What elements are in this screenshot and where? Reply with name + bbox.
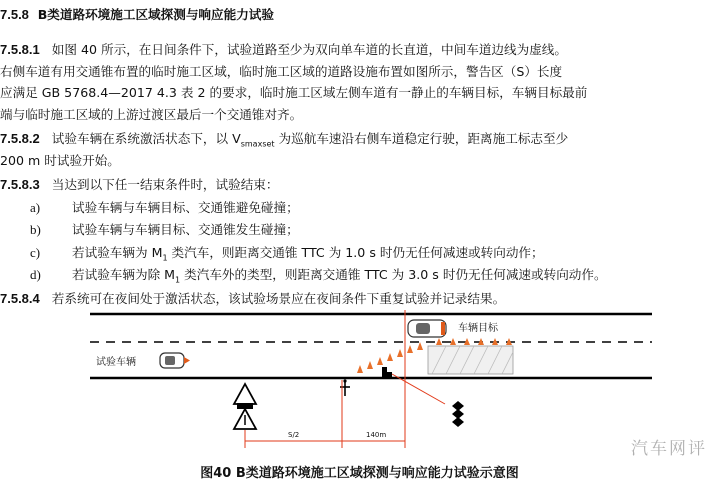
clause-2-line-1 — [0, 130, 568, 153]
figure-caption: 图40 B类道路环境施工区域探测与响应能力试验示意图 — [200, 466, 519, 481]
list-item — [30, 221, 299, 238]
target-vehicle-label: 车辆目标 — [458, 323, 498, 334]
clause-text: 如图 40 所示，在日间条件下，试验道路至少为双向单车道的长直道，中间车道边线为虚线。 — [51, 42, 567, 57]
item-label: a) — [30, 200, 41, 215]
item-text: 试验车辆与车辆目标、交通锥避免碰撞； — [72, 200, 299, 215]
section-heading — [0, 6, 274, 23]
clause-text: 若系统可在夜间处于激活状态，该试验场景应在夜间条件下重复试验并记录结果。 — [51, 291, 506, 306]
clause-1-line-2: 右侧车道有用交通锥布置的临时施工区域，临时施工区域的道路设施布置如图所示，警告区（S）长度 — [0, 64, 563, 79]
list-item — [30, 266, 607, 289]
clause-number: 7.5.8.2 — [0, 131, 40, 146]
chevron-arrow-icon — [452, 401, 464, 427]
dim-label-140: 140m — [366, 431, 387, 439]
list-item — [30, 199, 299, 216]
clause-3-line-1 — [0, 176, 278, 193]
test-vehicle-label: 试验车辆 — [96, 357, 136, 368]
clause-text: 当达到以下任一结束条件时，试验结束： — [51, 177, 279, 192]
clause-number: 7.5.8.3 — [0, 177, 40, 192]
section-number: 7.5.8 — [0, 7, 29, 22]
test-vehicle — [160, 353, 190, 368]
clause-number: 7.5.8.1 — [0, 42, 40, 57]
dim-label-s: S/2 — [288, 431, 300, 439]
item-text: 若试验车辆为 M — [72, 245, 163, 260]
item-label: d) — [30, 267, 41, 282]
item-subscript: 1 — [162, 253, 168, 263]
watermark: 汽车网评 — [631, 439, 707, 459]
clause-1-line-3: 应满足 GB 5768.4—2017 4.3 表 2 的要求，临时施工区域左侧车道有一静止的车辆目标，车辆目标最前 — [0, 85, 588, 100]
item-label: b) — [30, 222, 41, 237]
clause-4-line-1 — [0, 290, 505, 307]
clause-text: 为巡航车速沿右侧车道稳定行驶，距离施工标志至少 — [274, 131, 569, 146]
construction-warning-sign-icon — [234, 384, 256, 429]
target-vehicle — [408, 320, 446, 337]
item-text: 类汽车外的类型，则距离交通锥 TTC 为 3.0 s 时仍无任何减速或转向动作。 — [180, 267, 607, 282]
clause-number: 7.5.8.4 — [0, 291, 40, 306]
barrier-arm — [386, 372, 392, 377]
clause-2-line-2: 200 m 时试验开始。 — [0, 153, 120, 168]
item-subscript: 1 — [175, 275, 181, 285]
list-item — [30, 244, 544, 267]
speed-subscript: smaxset — [240, 139, 275, 149]
clause-1-line-4: 端与临时施工区域的上游过渡区最后一个交通锥对齐。 — [0, 107, 303, 122]
section-title: B类道路环境施工区域探测与响应能力试验 — [37, 7, 274, 22]
clause-1-line-1 — [0, 41, 567, 58]
item-text: 试验车辆与车辆目标、交通锥发生碰撞； — [72, 222, 299, 237]
clause-text: 试验车辆在系统激活状态下，以 V — [51, 131, 241, 146]
test-scenario-diagram — [0, 310, 719, 460]
item-text: 类汽车，则距离交通锥 TTC 为 1.0 s 时仍无任何减速或转向动作； — [167, 245, 544, 260]
item-text: 若试验车辆为除 M — [72, 267, 176, 282]
item-label: c) — [30, 245, 41, 260]
